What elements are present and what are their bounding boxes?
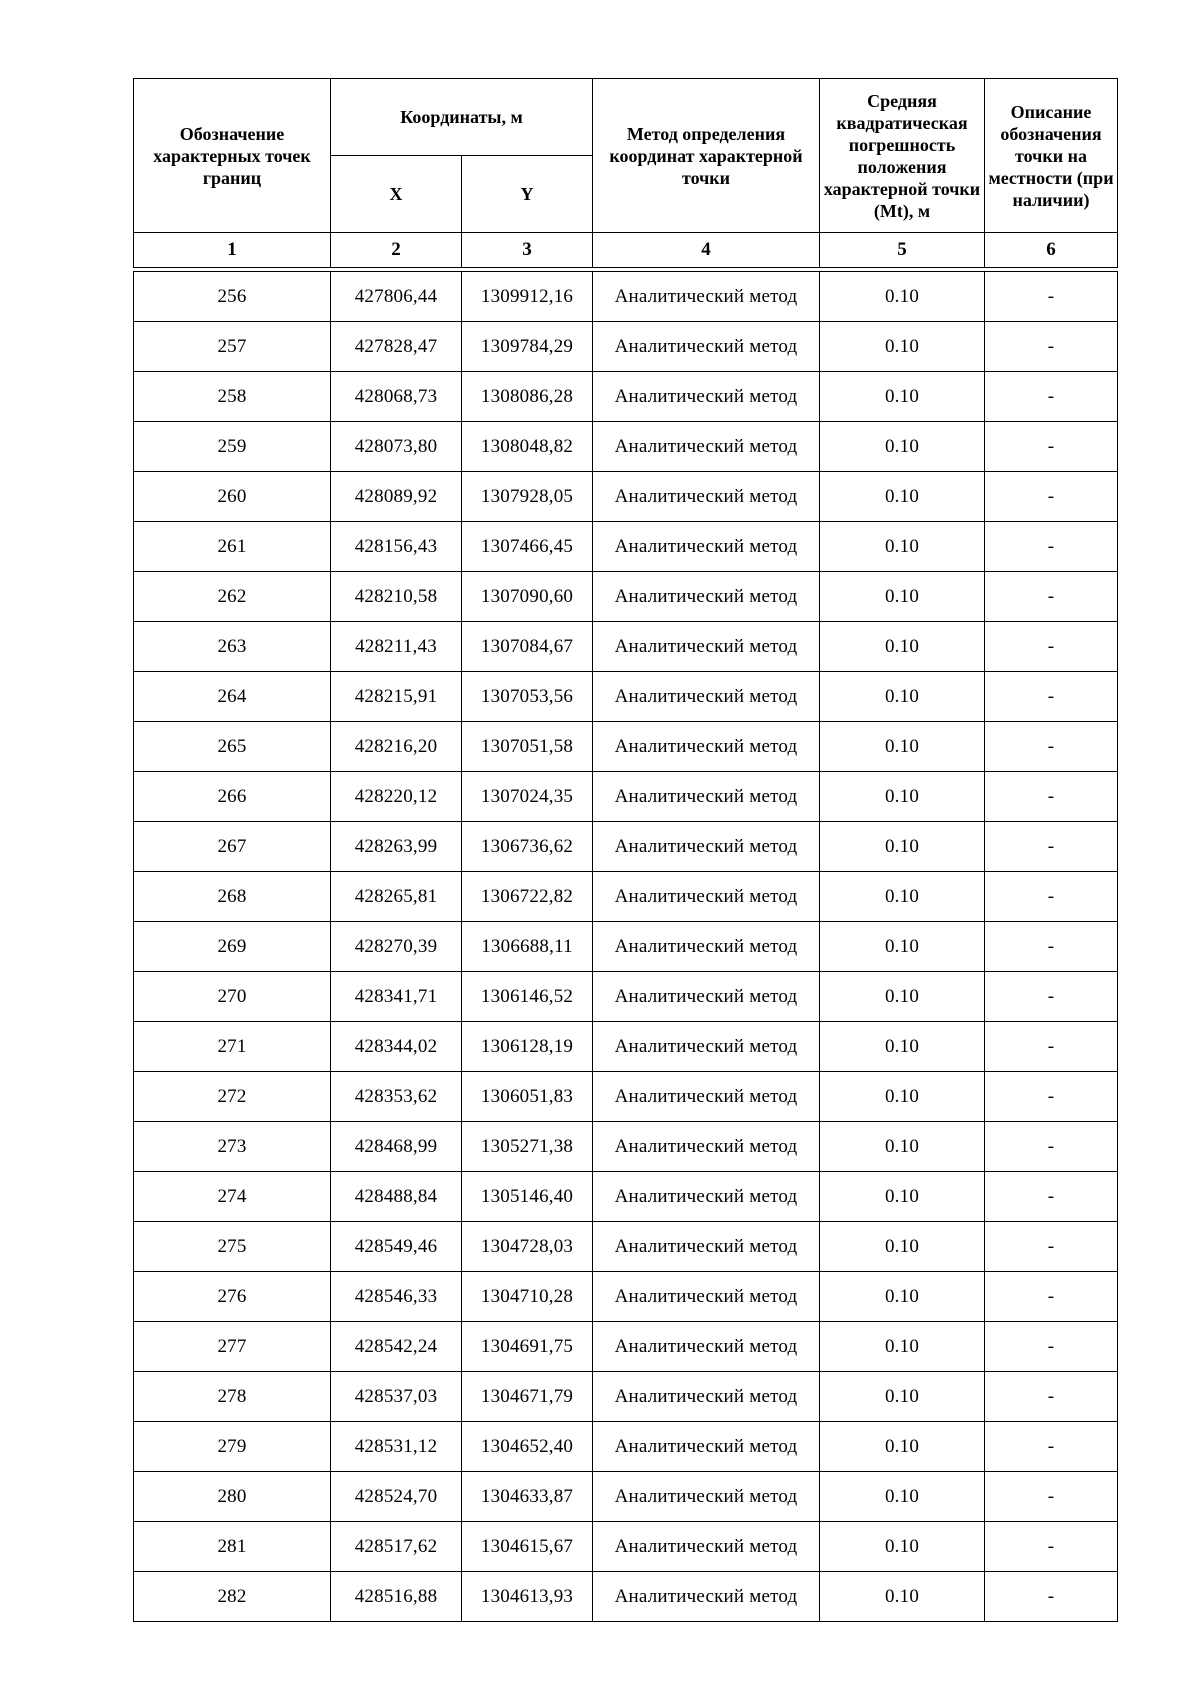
cell-x: 428263,99 [331,822,462,872]
cell-error: 0.10 [820,572,985,622]
cell-point: 269 [134,922,331,972]
cell-method: Аналитический метод [593,422,820,472]
cell-point: 263 [134,622,331,672]
cell-x: 428516,88 [331,1572,462,1622]
cell-error: 0.10 [820,672,985,722]
cell-point: 257 [134,322,331,372]
cell-y: 1304633,87 [462,1472,593,1522]
cell-description: - [985,1572,1118,1622]
cell-y: 1309784,29 [462,322,593,372]
cell-error: 0.10 [820,722,985,772]
cell-y: 1307053,56 [462,672,593,722]
cell-method: Аналитический метод [593,622,820,672]
cell-error: 0.10 [820,922,985,972]
table-row [134,322,1118,372]
cell-y: 1304615,67 [462,1522,593,1572]
cell-error: 0.10 [820,272,985,322]
table-row [134,922,1118,972]
header-number: 5 [820,233,985,268]
cell-description: - [985,1372,1118,1422]
cell-method: Аналитический метод [593,772,820,822]
cell-x: 428546,33 [331,1272,462,1322]
cell-y: 1307090,60 [462,572,593,622]
cell-point: 265 [134,722,331,772]
cell-point: 267 [134,822,331,872]
cell-error: 0.10 [820,972,985,1022]
header-point-designation: Обозначение характерных точек границ [134,79,331,233]
cell-method: Аналитический метод [593,872,820,922]
header-number: 3 [462,233,593,268]
cell-x: 428542,24 [331,1322,462,1372]
header-number: 1 [134,233,331,268]
cell-x: 428341,71 [331,972,462,1022]
cell-description: - [985,972,1118,1022]
cell-y: 1304710,28 [462,1272,593,1322]
cell-x: 428156,43 [331,522,462,572]
cell-error: 0.10 [820,822,985,872]
cell-description: - [985,1222,1118,1272]
cell-point: 258 [134,372,331,422]
cell-method: Аналитический метод [593,922,820,972]
cell-y: 1304691,75 [462,1322,593,1372]
table-row [134,672,1118,722]
cell-error: 0.10 [820,1522,985,1572]
cell-x: 428215,91 [331,672,462,722]
cell-point: 259 [134,422,331,472]
cell-description: - [985,1472,1118,1522]
cell-description: - [985,872,1118,922]
header-number: 6 [985,233,1118,268]
table-row [134,472,1118,522]
table-row [134,1022,1118,1072]
cell-description: - [985,322,1118,372]
cell-x: 428549,46 [331,1222,462,1272]
table-body [134,272,1118,1622]
cell-y: 1308086,28 [462,372,593,422]
cell-x: 427806,44 [331,272,462,322]
cell-y: 1304728,03 [462,1222,593,1272]
cell-x: 428068,73 [331,372,462,422]
cell-description: - [985,1172,1118,1222]
cell-y: 1307928,05 [462,472,593,522]
cell-x: 428073,80 [331,422,462,472]
coordinates-table [133,78,1118,1622]
cell-point: 275 [134,1222,331,1272]
table-row [134,1522,1118,1572]
cell-description: - [985,472,1118,522]
cell-method: Аналитический метод [593,1322,820,1372]
table-row [134,1272,1118,1322]
cell-x: 428220,12 [331,772,462,822]
table-row [134,272,1118,322]
cell-error: 0.10 [820,1122,985,1172]
table-header [134,79,1118,272]
cell-description: - [985,1322,1118,1372]
cell-method: Аналитический метод [593,1172,820,1222]
cell-y: 1304652,40 [462,1422,593,1472]
cell-method: Аналитический метод [593,572,820,622]
cell-error: 0.10 [820,1572,985,1622]
cell-error: 0.10 [820,422,985,472]
cell-description: - [985,672,1118,722]
cell-description: - [985,922,1118,972]
cell-point: 268 [134,872,331,922]
cell-error: 0.10 [820,1472,985,1522]
cell-error: 0.10 [820,1022,985,1072]
cell-error: 0.10 [820,522,985,572]
cell-point: 256 [134,272,331,322]
table-row [134,422,1118,472]
cell-point: 282 [134,1572,331,1622]
header-y: Y [462,156,593,233]
table-row [134,872,1118,922]
cell-x: 428265,81 [331,872,462,922]
cell-method: Аналитический метод [593,1572,820,1622]
cell-x: 428211,43 [331,622,462,672]
cell-y: 1306688,11 [462,922,593,972]
cell-description: - [985,422,1118,472]
table-row [134,622,1118,672]
cell-y: 1305146,40 [462,1172,593,1222]
cell-method: Аналитический метод [593,472,820,522]
cell-description: - [985,1522,1118,1572]
header-number: 2 [331,233,462,268]
cell-y: 1306051,83 [462,1072,593,1122]
cell-method: Аналитический метод [593,672,820,722]
cell-x: 428537,03 [331,1372,462,1422]
cell-method: Аналитический метод [593,322,820,372]
cell-method: Аналитический метод [593,1272,820,1322]
cell-point: 274 [134,1172,331,1222]
cell-error: 0.10 [820,472,985,522]
cell-method: Аналитический метод [593,372,820,422]
cell-x: 428216,20 [331,722,462,772]
cell-x: 428517,62 [331,1522,462,1572]
cell-y: 1306128,19 [462,1022,593,1072]
cell-point: 261 [134,522,331,572]
cell-x: 428270,39 [331,922,462,972]
cell-point: 280 [134,1472,331,1522]
cell-method: Аналитический метод [593,1072,820,1122]
cell-description: - [985,1272,1118,1322]
table-row [134,972,1118,1022]
table-row [134,1172,1118,1222]
cell-point: 281 [134,1522,331,1572]
cell-method: Аналитический метод [593,1222,820,1272]
cell-error: 0.10 [820,1072,985,1122]
cell-method: Аналитический метод [593,822,820,872]
cell-x: 428089,92 [331,472,462,522]
table-row [134,1072,1118,1122]
table-row [134,522,1118,572]
table-row [134,822,1118,872]
cell-description: - [985,272,1118,322]
cell-x: 428210,58 [331,572,462,622]
cell-method: Аналитический метод [593,722,820,772]
cell-description: - [985,1022,1118,1072]
cell-y: 1305271,38 [462,1122,593,1172]
cell-point: 279 [134,1422,331,1472]
cell-y: 1306736,62 [462,822,593,872]
cell-method: Аналитический метод [593,1022,820,1072]
cell-point: 277 [134,1322,331,1372]
cell-point: 271 [134,1022,331,1072]
table-row [134,1222,1118,1272]
cell-point: 276 [134,1272,331,1322]
table-row [134,1322,1118,1372]
cell-y: 1307051,58 [462,722,593,772]
cell-description: - [985,822,1118,872]
cell-error: 0.10 [820,1222,985,1272]
cell-y: 1304613,93 [462,1572,593,1622]
header-error: Средняя квадратическая погрешность положения характерной точки (Mt), м [820,79,985,233]
cell-x: 427828,47 [331,322,462,372]
table-row [134,572,1118,622]
table-row [134,372,1118,422]
cell-y: 1309912,16 [462,272,593,322]
cell-description: - [985,722,1118,772]
cell-error: 0.10 [820,1272,985,1322]
cell-method: Аналитический метод [593,1422,820,1472]
cell-y: 1308048,82 [462,422,593,472]
header-coordinates: Координаты, м [331,79,593,156]
cell-description: - [985,372,1118,422]
table-row [134,1572,1118,1622]
header-method: Метод определения координат характерной точки [593,79,820,233]
cell-x: 428524,70 [331,1472,462,1522]
cell-y: 1307466,45 [462,522,593,572]
cell-point: 264 [134,672,331,722]
cell-description: - [985,772,1118,822]
table-row [134,772,1118,822]
cell-x: 428531,12 [331,1422,462,1472]
cell-y: 1304671,79 [462,1372,593,1422]
cell-error: 0.10 [820,372,985,422]
cell-error: 0.10 [820,1172,985,1222]
cell-method: Аналитический метод [593,272,820,322]
cell-description: - [985,1122,1118,1172]
cell-x: 428353,62 [331,1072,462,1122]
cell-y: 1306722,82 [462,872,593,922]
cell-method: Аналитический метод [593,1522,820,1572]
table-row [134,722,1118,772]
cell-point: 262 [134,572,331,622]
cell-y: 1306146,52 [462,972,593,1022]
cell-point: 266 [134,772,331,822]
table-row [134,1372,1118,1422]
cell-x: 428344,02 [331,1022,462,1072]
cell-description: - [985,522,1118,572]
cell-point: 273 [134,1122,331,1172]
cell-error: 0.10 [820,322,985,372]
cell-error: 0.10 [820,622,985,672]
cell-method: Аналитический метод [593,1372,820,1422]
cell-point: 272 [134,1072,331,1122]
cell-y: 1307024,35 [462,772,593,822]
cell-error: 0.10 [820,872,985,922]
table-row [134,1422,1118,1472]
cell-point: 278 [134,1372,331,1422]
cell-method: Аналитический метод [593,1472,820,1522]
cell-y: 1307084,67 [462,622,593,672]
cell-error: 0.10 [820,1422,985,1472]
cell-point: 270 [134,972,331,1022]
cell-error: 0.10 [820,772,985,822]
header-number-row [134,233,1118,268]
cell-method: Аналитический метод [593,972,820,1022]
table-row [134,1122,1118,1172]
header-description: Описание обозначения точки на местности (при наличии) [985,79,1118,233]
cell-method: Аналитический метод [593,1122,820,1172]
header-number: 4 [593,233,820,268]
cell-x: 428488,84 [331,1172,462,1222]
table-row [134,1472,1118,1522]
cell-point: 260 [134,472,331,522]
cell-method: Аналитический метод [593,522,820,572]
cell-description: - [985,572,1118,622]
cell-x: 428468,99 [331,1122,462,1172]
cell-description: - [985,1072,1118,1122]
cell-description: - [985,622,1118,672]
cell-error: 0.10 [820,1372,985,1422]
cell-error: 0.10 [820,1322,985,1372]
cell-description: - [985,1422,1118,1472]
header-x: X [331,156,462,233]
